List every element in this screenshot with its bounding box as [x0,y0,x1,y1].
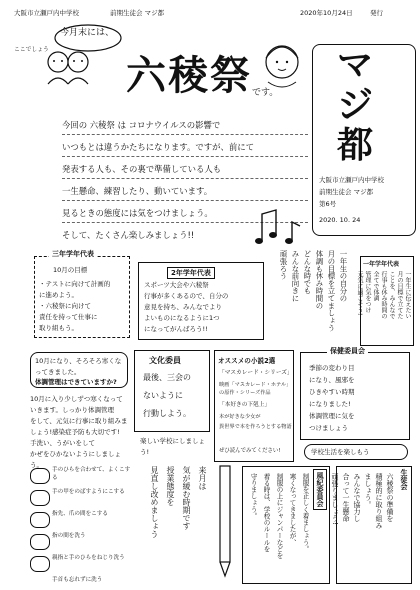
lead-line-3: 発表する人も、その裏で準備している人も [62,164,222,174]
title-suffix: です。 [252,88,279,98]
culture-footer: 楽しい学校にしましょう! [140,437,205,456]
grade2-box [138,262,264,340]
music-notes-icon [254,200,310,250]
masthead-sub-1: 大阪市立瀬戸内中学校 [319,176,384,184]
ruled-line [62,134,308,135]
hand-icon [30,512,50,528]
book-item: 本が好きな少女が [219,414,261,420]
masthead-sub-3: 第6号 [319,200,337,208]
book-item: 映画「マスカレード・ホテル」の原作・シリーズ作品 [219,382,292,396]
lead-section [8,16,310,238]
health-committee-line: つけましょう [309,424,348,432]
health-committee-title: 保健委員会 [327,346,368,356]
lead-line-6: そして、たくさん楽しみましょう!! [62,230,195,240]
masthead-char-3: 都 [337,124,376,166]
handwash-step: 手首も忘れずに洗う [52,577,103,583]
masthead [312,44,416,236]
header-committee: 前期生徒会 マジ都 [110,9,165,17]
grade1-box [356,256,414,346]
book-item: 「本好きの下剋上」 [219,402,271,408]
health-committee-line: 季節の変わり目 [309,364,355,372]
culture-box [134,350,210,432]
lead-bubble: 今月末には、 [60,28,115,38]
lead-line-1: 今回の 六稜祭 は コロナウイルスの影響で [62,120,221,130]
culture-line-2: ないように [143,391,183,400]
mini-bubble: ここでしょう [14,47,49,53]
masthead-char-1: マ [337,44,376,86]
culture-line-1: 最後、三会の [143,373,191,382]
girl-drawing [254,34,310,94]
header-issue: 発行 [370,9,383,17]
handwash-step: 指の間を洗う [30,532,132,554]
grade1-title: 一年学年代表 [363,261,400,268]
grade2-line-3: 意見を持ち、みんなでより [144,303,222,311]
festival-title: 六稜祭 [126,52,252,99]
health-committee-line: ひきやすい時期 [309,388,355,396]
discipline-box: 風紀委員会 制服を正しく着ましょう。 寒くなってきましたが、 制服の上にジャンパーなどを 着る時は、学校のルールを 守りましょう。 [242,466,330,584]
lead-line-2: いつもとは違うかたちになります。ですが、前にて [62,142,254,152]
health-title-box [30,352,128,388]
discipline-title: 風紀委員会 [313,469,327,510]
handwash-step: 親指と手のひらをねじり洗う [30,554,132,576]
ruled-line [62,156,308,157]
grade3-line-3: ・六稜祭に向けて [39,302,91,310]
grade1-line-4: 行事も休み時間の [380,271,387,319]
lead-line-5: 見るときの態度には気をつけましょう。 [62,208,213,218]
hand-icon [30,468,50,484]
masthead-char-2: ジ [337,84,376,126]
grade2-title: 2年学年代表 [167,267,215,279]
grade2-line-1: スポーツ大会や六稜祭 [144,281,209,289]
grade3-line-4: 責任を持って仕事に [39,313,98,321]
handwash-step: 手の甲をのばすようにこする [30,488,132,510]
book-item: 「マスカレード・シリーズ」 [219,370,293,376]
health-committee-line: 体調管理に気を [309,412,355,420]
books-footer: ぜひ読んでみてください! [219,448,281,454]
grade2-line-4: よいものになるように1つ [144,314,220,322]
student-council-title: 生徒会 [400,469,408,490]
grade3-line-2: に進めよう。 [39,291,78,299]
grade3-line-5: 取り組もう。 [39,324,78,332]
grade1-line-1: 一年生に伝えたい [404,271,411,319]
pencil-icon [212,462,238,580]
hand-icon [30,534,50,550]
health-subtitle: 体調管理はできていますか? [35,378,117,386]
health-committee-line: になり、風邪を [309,376,355,384]
culture-line-3: 行動しよう。 [143,409,191,418]
grade1-line-3: ことを、みんなで [388,271,395,319]
grade2-line-2: 行事が多くあるので、自分の [144,292,229,300]
hand-icon [30,490,50,506]
health-committee-footer-box [304,444,408,460]
ruled-line [62,178,308,179]
grade3-box [34,250,130,338]
hand-icon [30,556,50,572]
newsletter-page: 大阪市立瀬戸内中学校 前期生徒会 マジ都 2020年10月24日 発行 今月末には、 ここでしょう 六稜祭 です。 今回の 六稜祭 は コロナウイルスの影響で いつもとは違うかたちになります。ですが、前にて 発表する人も、その裏で準備している人も 一生懸命、練習したり、動いています。 見るときの態度には気をつけましょう。 そして、たくさん楽しみましょう!! マ ジ 都 大阪市立瀬戸内中学校 前期生徒会 マジ都 第6号 2020. 10. 24 三年学年代表 10月の目標 ・テストに向けて計画的 に進めよう。 ・六稜祭に向けて 責任を持って仕事に 取り組もう。 2年学年代表 スポーツ大会や六稜祭 行事が多くあるので、自分の 意見を持ち、みんなでより よいものになるように1つ になってがんばろう!! 一年生の自分の 月の目標を立てましょう 体調も休み時間の どんな時でも みんな前向きに 頑張ろう 一年学年代表 一年生に伝えたい 月の目標で立てた ことを、みんなで 行事も休み時間の 全てで体調 管理に気をつけ 元気に過ごそう! 10月になり、そろそろ寒くなってきました。 体調管理はできていますか? 10月に入り少しずつ寒くなって いきます。しっかり体調管理 をして、元気に行事に取り組みま しょう!感染症予防も大切です! 手洗い、うがいをして かぜをひかないようにしましょう。 手のひらを合わせて、よくこする 手の甲をのばすようにこする 指先、爪の間をこする 指の間を洗う 親指と手のひらをねじり洗う 手首も忘れずに洗う 文化委員 最後、三会の ないように 行動しよう。 楽しい学校にしましょう! オススメの小説2選 「マスカレード・シリーズ」 映画「マスカレード・ホテル」の原作・シリーズ作品 「本好きの下剋上」 本が好きな少女が 異世界で本を作ろうとする物語 ぜひ読んでみてください! 保健委員会 季節の変わり目 になり、風邪を ひきやすい時期 になりました! 体調管理に気を つけましょう 学校生活を楽しもう 来月は 気が緩む時期です 授業態度を 見直し改めましょう 風紀委員会 制服を正しく着ましょう。 寒くなってきましたが、 制服の上にジャンパーなどを 着る時は、学校のルールを 守りましょう。 生徒会 六稜祭の準備を 積極的に取り組み ましょう。 みんなで協力し 合って一生懸命 頑張りましょう! [0,0,420,590]
header-date: 2020年10月24日 [300,9,353,17]
masthead-date: 2020. 10. 24 [319,216,361,224]
book-item: 異世界で本を作ろうとする物語 [219,424,292,430]
grade1-line-7: 元気に過ごそう! [356,271,363,316]
grade1-line-2: 月の目標で立てた [396,271,403,319]
health-committee-footer: 学校生活を楽しもう [311,448,370,456]
grade1-line-6: 管理に気をつけ [364,271,371,313]
student-council-box: 生徒会 六稜祭の準備を 積極的に取り組み ましょう。 みんなで協力し 合って一生懸命 頑張りましょう! [336,466,412,584]
health-committee-box [300,347,410,440]
books-box [214,350,294,462]
masthead-sub-2: 前期生徒会 マジ都 [319,188,374,196]
books-title: オススメの小説2選 [218,357,276,365]
handwash-step: 手のひらを合わせて、よくこする [30,466,132,488]
header-school: 大阪市立瀬戸内中学校 [14,9,79,17]
health-committee-line: になりました! [309,400,351,408]
lead-line-4: 一生懸命、練習したり、動いています。 [62,186,213,196]
grade3-line-1: ・テストに向けて計画的 [39,280,111,288]
health-title: 10月になり、そろそろ寒くなってきました。 [35,357,122,376]
grade3-subtitle: 10月の目標 [53,266,88,274]
grade3-title: 三年学年代表 [49,249,97,259]
grade2-line-5: になってがんばろう!! [144,325,208,333]
culture-title: 文化委員 [149,356,181,365]
grade1-line-5: 全てで体調 [372,271,379,301]
handwash-step: 指先、爪の間をこする [30,510,132,532]
